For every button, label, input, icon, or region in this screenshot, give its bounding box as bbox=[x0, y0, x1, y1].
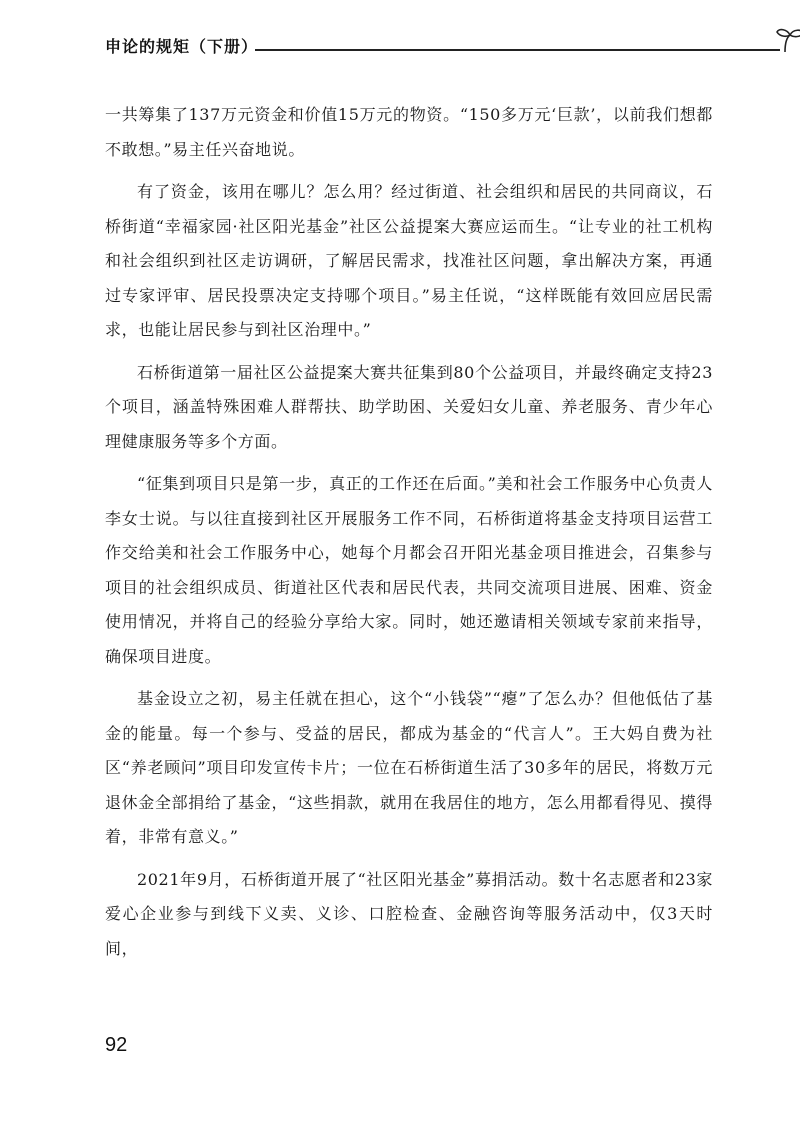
sprout-icon bbox=[775, 28, 800, 54]
book-title: 申论的规矩（下册） bbox=[105, 37, 259, 56]
paragraph: 2021年9月，石桥街道开展了“社区阳光基金”募捐活动。数十名志愿者和23家爱心企业参与到线下义卖、义诊、口腔检查、金融咨询等服务活动中，仅3天时间， bbox=[105, 869, 713, 958]
header-rule bbox=[255, 49, 780, 51]
paragraph: “征集到项目只是第一步，真正的工作还在后面。”美和社会工作服务中心负责人李女士说。与以往直接到社区开展服务工作不同，石桥街道将基金支持项目运营工作交给美和社会工作服务中心，她每个月都会召开阳光基金项目推进会，召集参与项目的社会组织成员、街道社区代表和居民代表，共同交流项目进展、困难、资金使用情况，并将自己的经验分享给大家。同时，她还邀请相关领域专家前来指导，确保项目进度。 bbox=[105, 474, 713, 666]
paragraph: 有了资金，该用在哪儿？怎么用？经过街道、社会组织和居民的共同商议，石桥街道“幸福家园·社区阳光基金”社区公益提案大赛应运而生。“让专业的社工机构和社会组织到社区走访调研，了解居民需求，找准社区问题，拿出解决方案，再通过专家评审、居民投票决定支持哪个项目。”易主任说，“这样既能有效回应居民需求，也能让居民参与到社区治理中。” bbox=[105, 182, 713, 339]
paragraph: 石桥街道第一届社区公益提案大赛共征集到80个公益项目，并最终确定支持23个项目，涵盖特殊困难人群帮扶、助学助困、关爱妇女儿童、养老服务、青少年心理健康服务等多个方面。 bbox=[105, 362, 713, 451]
running-header bbox=[105, 28, 700, 60]
page-number: 92 bbox=[105, 1034, 128, 1056]
paragraph: 一共筹集了137万元资金和价值15万元的物资。“150多万元‘巨款’，以前我们想都不敢想。”易主任兴奋地说。 bbox=[105, 105, 713, 159]
body-text bbox=[105, 98, 713, 966]
paragraph: 基金设立之初，易主任就在担心，这个“小钱袋”“瘪”了怎么办？但他低估了基金的能量。每一个参与、受益的居民，都成为基金的“代言人”。王大妈自费为社区“养老顾问”项目印发宣传卡片；一位在石桥街道生活了30多年的居民，将数万元退休金全部捐给了基金，“这些捐款，就用在我居住的地方，怎么用都看得见、摸得着，非常有意义。” bbox=[105, 689, 713, 846]
